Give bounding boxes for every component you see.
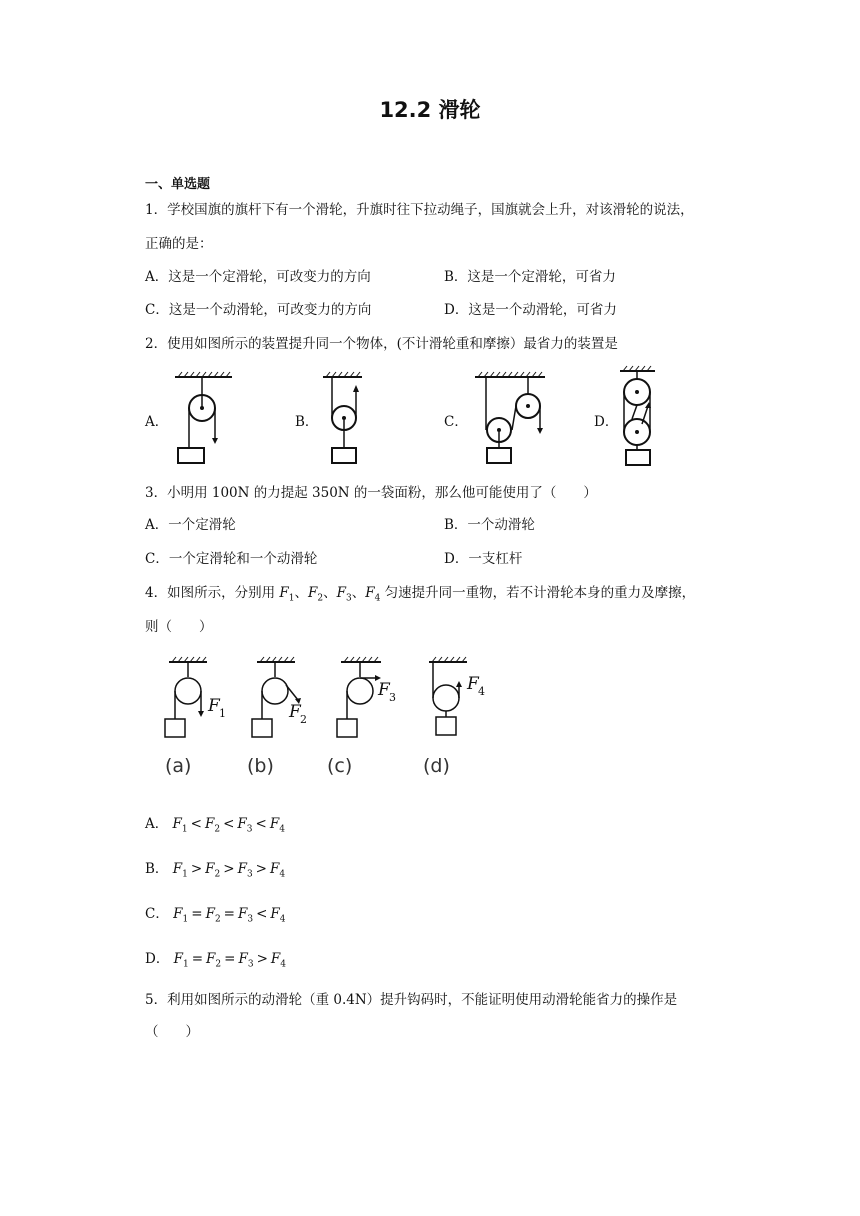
q3-option-b[interactable]: B．一个动滑轮 <box>444 517 535 533</box>
q4-caption-b: (b) <box>247 755 274 777</box>
q3-option-a[interactable]: A．一个定滑轮 <box>145 517 236 533</box>
q4-option-a[interactable]: A． $F_1 < F_2 < F_3 < F_4$ <box>145 816 285 835</box>
q4-caption-d: (d) <box>423 755 450 777</box>
q4-caption-a: (a) <box>165 755 192 777</box>
q1-option-a[interactable]: A．这是一个定滑轮，可改变力的方向 <box>145 269 371 285</box>
section-heading: 一、单选题 <box>145 177 211 192</box>
q4-option-b[interactable]: B． $F_1 > F_2 > F_3 > F_4$ <box>145 861 286 880</box>
q4-stem-line1: 4．如图所示，分别用 $F_1$、$F_2$、$F_3$、$F_4$ 匀速提升同一重物，若不计滑轮本身的重力及摩擦， <box>145 585 696 604</box>
q5-stem-line2: （ ） <box>145 1024 199 1040</box>
q4-label-f1: F <box>208 696 220 716</box>
svg-text:3: 3 <box>389 691 396 704</box>
q2-pulley-figure-c <box>470 370 560 470</box>
q4-f4: $F_4$ <box>365 585 381 604</box>
q2-option-a-label[interactable]: A． <box>145 414 169 430</box>
q5-stem: 5．利用如图所示的动滑轮（重 0.4N）提升钩码时，不能证明使用动滑轮能省力的操作是 <box>145 992 678 1008</box>
q4-f2: $F_2$ <box>308 585 324 604</box>
q1-option-b[interactable]: B．这是一个定滑轮，可省力 <box>444 269 616 285</box>
q4-label-f2: F <box>289 702 301 722</box>
q4-label-f4: F <box>467 674 479 694</box>
q3-stem: 3．小明用 100N 的力提起 350N 的一袋面粉，那么他可能使用了（ ） <box>145 485 597 501</box>
q2-option-b-label[interactable]: B． <box>295 414 319 430</box>
q4-option-d[interactable]: D． $F_1 = F_2 = F_3 > F_4$ <box>145 951 286 970</box>
q4-pulley-figure <box>155 655 505 780</box>
q4-label-f3: F <box>378 680 390 700</box>
q2-option-c-label[interactable]: C． <box>444 414 468 430</box>
q4-f3: $F_3$ <box>336 585 352 604</box>
q1-stem-line1: 1．学校国旗的旗杆下有一个滑轮，升旗时往下拉动绳子，国旗就会上升，对该滑轮的说法， <box>145 202 694 218</box>
q4-stem-line2: 则（ ） <box>145 619 213 635</box>
q1-stem-line2: 正确的是： <box>145 236 213 252</box>
q1-option-c[interactable]: C．这是一个动滑轮，可改变力的方向 <box>145 302 372 318</box>
svg-text:1: 1 <box>219 707 226 720</box>
q2-pulley-figure-b <box>320 370 380 470</box>
q3-option-c[interactable]: C．一个定滑轮和一个动滑轮 <box>145 551 318 567</box>
q2-option-d-label[interactable]: D． <box>594 414 619 430</box>
q4-caption-c: (c) <box>327 755 353 777</box>
q2-pulley-figure-a <box>170 370 240 470</box>
page-title: 12.2 滑轮 <box>379 98 481 122</box>
svg-text:2: 2 <box>300 713 307 726</box>
q4-option-c[interactable]: C． $F_1 = F_2 = F_3 < F_4$ <box>145 906 286 925</box>
q2-stem: 2．使用如图所示的装置提升同一个物体，(不计滑轮重和摩擦）最省力的装置是 <box>145 336 618 352</box>
svg-text:4: 4 <box>478 685 485 698</box>
q3-option-d[interactable]: D．一支杠杆 <box>444 551 523 567</box>
q1-option-d[interactable]: D．这是一个动滑轮，可省力 <box>444 302 617 318</box>
q2-pulley-figure-d <box>615 364 665 470</box>
q4-f1: $F_1$ <box>279 585 295 604</box>
